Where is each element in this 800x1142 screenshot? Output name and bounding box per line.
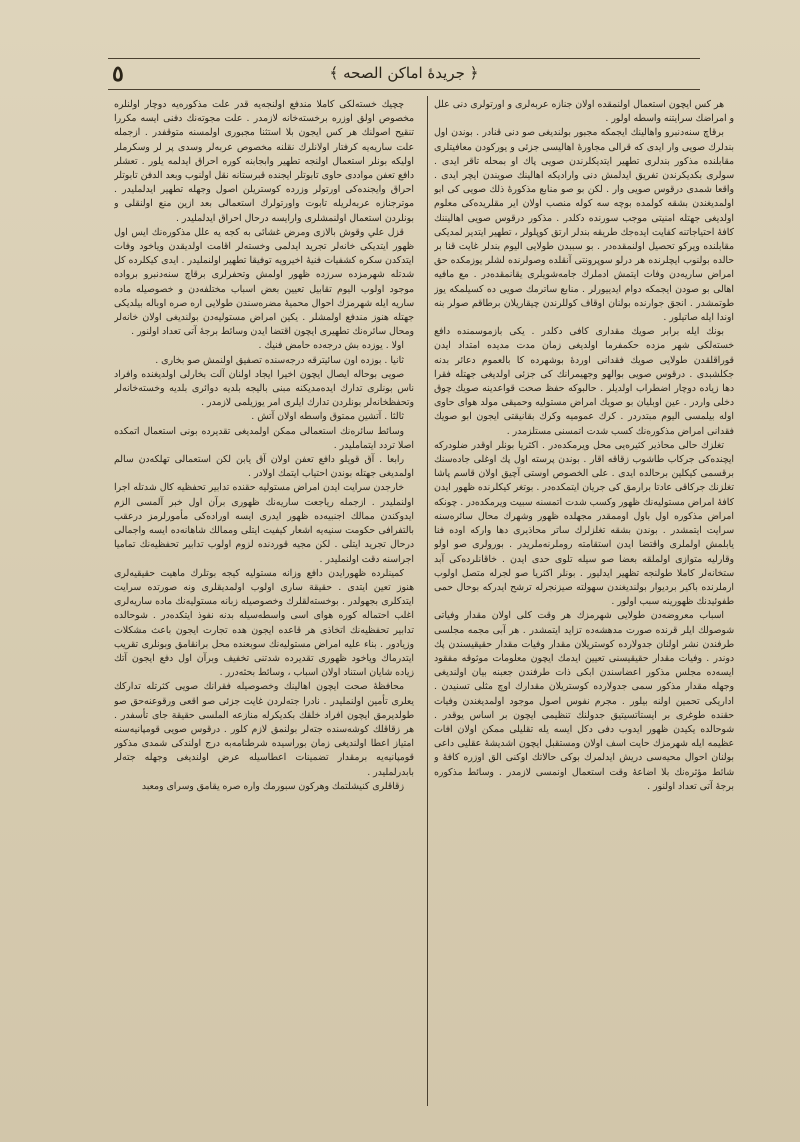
article-column-right xyxy=(434,98,734,1103)
paragraph: اولا . يوزده بش درجه‌ده حامض فنيك . xyxy=(258,340,404,352)
column-divider xyxy=(427,96,428,1106)
paragraph: صويى بوحاله ايصال ايچون اخيرا ايجاد اولنان آلت بخارلى اولديغنده وافراد ناس بونلرى تدارك ايده‌مديكنه مبنى باليجه بلديه دوائرى بلديه وخسته‌خانه‌لر وتحفظخانه‌لر بونلردن تدارك ايلرى امر يوزيلمى لازمدر . xyxy=(114,368,414,409)
masthead-title: ﴿ جريدهٔ اماكن الصحه ﴾ xyxy=(329,64,479,82)
paragraph: ثالثا . آتشين ممتوق واسطه اولان آتش . xyxy=(251,411,404,423)
paragraph: هر كس ايچون استعمال اولنمقده اولان جنازه عربه‌لرى و اورتولرى دنى علل و امراضك سرايتنه واسطه اولور . xyxy=(434,99,734,125)
paragraph: رابعا . آق قويلو دافع تعفن اولان آق يابن لكن استعمالى تهلكه‌دن سالم اولمديغى جهتله بوندن احتياب ايتمك اولادر . xyxy=(114,454,414,480)
paragraph: برقاچ سنه‌دنبرو واهالينك ايجمكه مجبور بولنديغى صو دنى قنادر . بوندن اول بندلرك صويى وار ايدى كه قرالى مجاورهٔ اهاليسى جزئى و يوركودن معافيتلرى مقابلنده مذكور بندلرى تطهير ايتديكلرندن صويى پاك او بمحله تاقر ايدى . سولرى بكديكرندن تفريق ايدلمش دنى واراديكه اهالينك صويندن ايچر ايدى . واقعا شمدى درقوس صويى وار . لكن بو صو منابع مذكورهٔ ذلك صويى كى ابو اولمديغندن بشقه كولمده بوچه سه كوله منصب اولان اير مقلريده‌كى معلوم اولديغى جهتله امنيتى موجب سورنده دكلدر . مذكور درقوس صويى اهاليننك كافهٔ احتياجاتنه كفايت ايده‌جك طريقه بندلر ارتق كوپلولر ، تطهير ايتدير لمديكى مقابلنده ويركو تحصيل اولنمقده‌در . بو سببدن طولايى اليوم بندلر غايت قنا بر حالده بولنوب ايچلرنده هر درلو سوپرونتى آنقلده وصولرنده لشلر يوزمكده حق امراض ساريه‌دن وفات ايتمش ادملرك جامه‌شويلرى يقانمقده‌در . مع مافيه اهالى بو صودن ايجمكه دوام ايدييورلر . منابع ساترمك صويى ده كسيلمكه يوز طوتمشدر . انجق جوارنده بولنان اوقاف كوللرندن چيقاريلان برطاقم صولر بنه اوندا ايله صاتيلور . xyxy=(434,127,734,324)
paragraph: كمينلرده ظهورايدن دافع وزانه مستوليه كيجه بوتلرك ماهيت حقيقيه‌لرى هنوز تعين ايتدى . حقيقة سارى اولوب اولمديقلرى ونه صورتده سرايت ايتدكلرى بجهولدر . بوخسته‌لقلرك وخصوصيله زبانه مستوليه‌نك ماده ساريه‌لرى اغلب احتماله كوره هواى اسى واسطه‌سيله بدنه نفوذ ايتكده‌در . شوحالده تدابير تحفظيه‌نك اتخاذى هر قاعده ايجون هده تجارت ايجون باعث مشكلات وزيادور . بناء عليه امراض مستوليه‌نك سوبعنده محل برانقامق وبونلرى تقريب ايتدرماك وياخود ظهورى تقديرده شدتنى تخفيف وبرآن اول دفع ايجون آتك زياده شايان استناد اولان اسباب ، وسائط بحثه‌درر . xyxy=(114,567,414,679)
paragraph: محافظهٔ صحت ايچون اهالينك وخصوصيله فقرانك صويى كثرتله تداركك يعلرى تأمين اولنمليدر . نادرا جته‌لردن غايت جزئى صو اقعى ورقوعنه‌حق صو طولديرمق ايچون افراد خلقك بكديكرله منازعه الملسى حقيقة جاى تأسفدر . هر زقاقلك كوشه‌سنده جته‌لر بولنمق لازم كلور . درقوس صويى قومپانيه‌سنه امتياز اعطا اولنديغى زمان بوراسيده شرطنامه‌به درج اولندكى شمدى مذكور قومپانيه‌يه برمقدار تضمينات اعطاسيله عرض اولنديغى وجهله جته‌لر بابدرلمليدر . xyxy=(114,681,414,778)
paragraph: قزل علي وقوش بالازى ومرض غشائى به كجه يه علل مذكوره‌نك ايس اول ظهور ايتديكى خانه‌لر تجريد ايدلمى وخسته‌لر اقامت اولديقدن وياخود وفات ايتدكدن سكره كشفيات فنيهٔ اخيرويه توفيقا تطهير اولنمليدر . ايدى كيكلرده كل شدتله شهرمزده سرزده ظهور اولمش وتحفرلرى برقاچ سنه‌دنبرو برواده موجود اولوب اليوم تقابيل تعيين بعض اسباب مختلفه‌دن و خصوصيله ماده ساريه ايله شهرمزك احوال محميهٔ مضره‌سندن طولايى اره صره اوباله بيلديكى جهتله هنوز مندفع اولمشلر . يكين امراض مستوليه‌دن بولنديغى اولان خانه‌لر ومحال سائره‌نك تطهيرى ايچون اقتضا ايدن وسائط برجهٔ آتى تعداد اولنور . xyxy=(114,226,414,338)
article-column-left xyxy=(114,98,414,1103)
paragraph: تغلزك حالى محاذير كثيره‌يى محل ويرمكده‌در . اكثريا بونلر اوقدر ضلودركه ايچنده‌كى جركاب طاشوب زقاقه اقار . بوندن پرسته اول پك اوغلى جاده‌سنك برقسمى كيكلين برحالده ايدى . على الخصوص اوستى آچيق اولان قاسم پاشا تغلزنك جركاقى عادتا برارمق كى جريان ايتمكده‌در . بوتغر كيكلرنده ظهور ايدن كافهٔ امراض مستوليه‌نك ظهور وكسب شدت اتمسنه سبيت ويرمكده‌در . چونكه امراض مذكوره اول باول اوممقدر مجهلده ظهور وشهرك محال سائره‌سنه سرايت ايتمشدر . بوندن بشقه تغلزلرك ساتر محاذيرى دها واركه اوده فنا يابلمش اولملرى واقتضا ايدن استقامته روملرنه‌ملريدر . بورولرى صو اولو وقارليه متوازى اولملقه بعضا صو سيله تلوى حدى ايدن . خاقانلرده‌كى آبد ستخانه‌لر كاملا طولنجه تظهير ايدليور . بونلر اكثريا صو لجرله متصل اولوب ارملرنده باكير برديوار بولنديغندن سهولته صيزنجرله ترشح ايدركه بوحال حمى طفوئيدنك ظهورينه سبب اولور . xyxy=(434,439,734,608)
paragraph: اسباب معروضه‌دن طولايى شهرمزك هر وقت كلى اولان مقدار وفياتى شوصولك ايلر قرنده صورت مدهشه‌ده تزايد ايتمشدر . هر آبى مجمه مجلسى طرفندن نشر اولنان جدولارده كوستريلان مقدار وفيات مقدار حقيقيسندن پك دوندر . وفيات مقدار حقيقيسنى تعيين ايدمك ايچون معلومات موثوقه مفقود ايسه‌ده مجلس مذكور اعضاسندن ابكى ذات طرفندن جعبنه بيان اولنديغى وجهله مقدار مذكور سمى جدولارده كوستريلان مقدارك اوچ مثلى تسنيدن . اداريكى تحمين اولنه بيلور . مجرم نفوس اصول موجود اولمديغندن وفيات حقنده طوغرى بر ايستاتسيتيق جدولنك تنظيمى ايچون بر اساس يوقدر . شوحالده يكيدن ظهور ايدوب دفى دكل ايسه يله تقليلى ممكن اولان افات عظيمه ايله شهرمزك حايت اسف اولان ومستقبل ايچون اشديشهٔ عقليى داعى بولنان احوال محيه‌سى دريش ايدلمرك بوكى حالاتك اوكنى الق اوزره كافهٔ و شائط مؤثره‌نك بلا اضاعهٔ وقت استعمال اونمسى لازمدر . وسائط مذكوره برجهٔ آتى تعداد اولنور . xyxy=(434,610,734,792)
paragraph: ثانيا . بوزده اون سائيترقه درجه‌سنده تصفيق اولنمش صو بخارى . xyxy=(155,354,404,366)
page-header xyxy=(108,58,700,90)
paragraph: بونك ايله برابر صويك مقدارى كافى دكلدر . يكى بازموسمنده دافع خسته‌لكى شهر مزده حكمفرما اولديغى زمان مدت مديده امتداد ايدن قوراقلقدن طولايى صويك فقدانى اوردهٔ بوشهرده كا بالعموم دعائر بدنه جكلشبدى . درقوس صويى بوالهو وجهيمرانك كى جزئى اولديغى جهتله فقرا دها زياده دوچار اضطراب اولديلر . حالبوكه حفظ صحت قواعدينه صويك چوق دخلى واردر . عين اوبليان بو صويك امراض مستوليه وحميقى مولد هواى حاوى اوله بيلمسى اليوم مبتدردر . كرك عموميه وكرك بقانيقتى ايجون ابو صويك فقدانى امراض مذكوره‌نك كسب شدت اتمسنى مستلزمدر . xyxy=(434,326,734,437)
paragraph: خارجدن سرايت ايدن امراض مستوليه حقنده تدابير تحفظيه كال شدتله اجرا اولنمليدر . ازجمله رياجعت ساريه‌نك ظهورى برآن اول خبر آلمسى الزم ايدوكندن ممالك اجنبيه‌ده ظهور ايدرى ايسه اوراده‌كى مأمورلرمز درعقب بالتفرافى حكومت سنيه‌يه اشعار كيفيت ايتلى وممالك شاهانه‌ده ايسه واجمالى درحال تجريد ايتلى . لكن مجيه قوردنده لزوم اولوب تدابير تحفظيه‌نك تماميا اجراسنه دقت اولنمليدر . xyxy=(114,482,414,565)
paragraph: چچيك خسته‌لكى كاملا مندفع اولنجه‌يه قدر علت مذكوره‌يه دوچار اولنلره مخصوص اولق اوزره برخسته‌خانه لازمدر . علت مجوته‌نك دفنى ايسه مكررا تنقيح اصولنك هر كس ايجون بلا استثنا مجبورى اولمسنه متوقفدر . ازجمله علت ساريه‌يه كرفتار اولانلرك نقلنه مخصوص عربه‌لر وسدى پر لر وسكرملر اوليكه بونلر استعمال اولنجه تطهير وابجابنه كوره احراق ايدلمه يلور . تعشلر دافع تعفن مواددى حاوى تابوتلر ايجنده قبرستانه نقل اولنوب وبعد الدفن تابوتلر احراق وايجنده‌كى اورتولر وزرده كوستريلن اصول وجهله تطهير ايدلمليدر . موترجنازه عربه‌لريله تابوت واورتولرك استعمالى بعد ازين منع اولنقلى و بونلردن استعمال اولنمشلرى وارايسه درحال احراق ايدلمليدر . xyxy=(114,99,414,224)
paragraph: وسائط سائره‌نك استعمالى ممكن اولمديغى تقديرده بونى استعمال اتمكده اصلا تردد ايتمامليدر . xyxy=(114,425,414,451)
page-number: ٥ xyxy=(112,61,124,87)
paragraph: زقاقلرى كنيشلتمك وهركون سبورمك واره صره يقامق وسراى ومعبد xyxy=(141,780,404,792)
